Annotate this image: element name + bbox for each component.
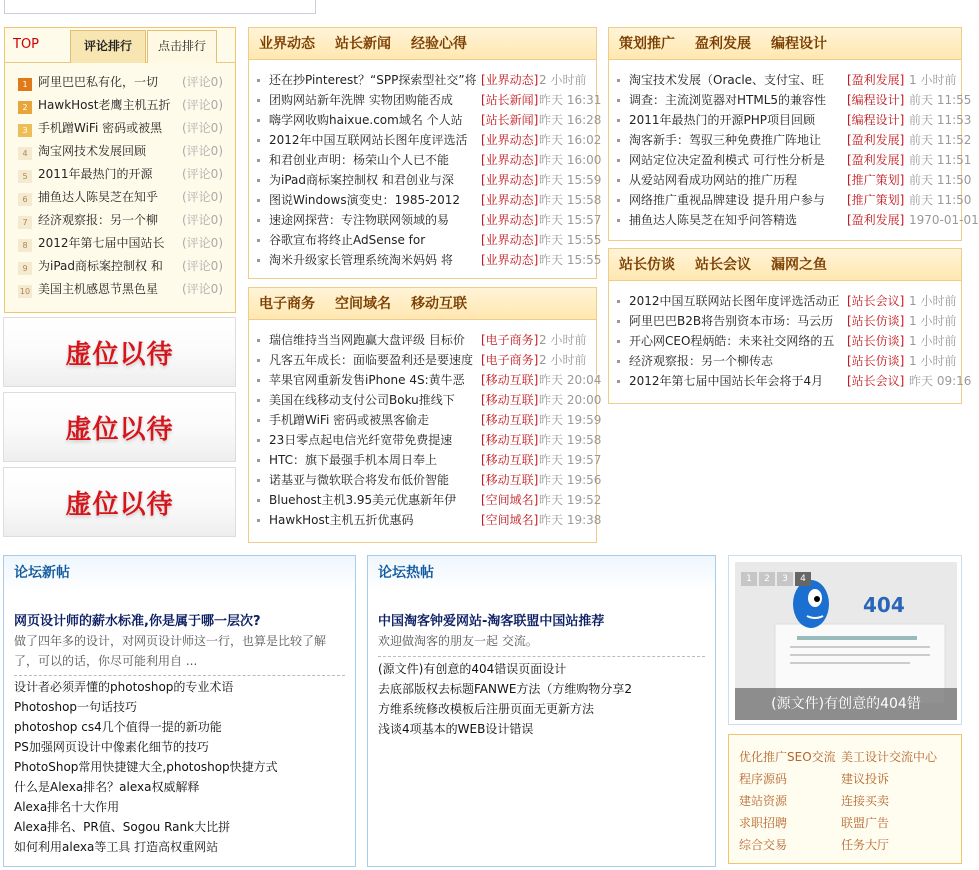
news-time: 前天 11:50 [909, 173, 972, 187]
forum-new-headline[interactable]: 网页设计师的薪水标准,你是属于哪一层次? [14, 614, 261, 629]
news-category[interactable]: [移动互联] [481, 473, 539, 487]
forum-new-title: 论坛新帖 [4, 556, 355, 592]
news-row[interactable] [617, 371, 972, 391]
news-row[interactable] [617, 110, 972, 130]
news-title[interactable]: HTC：旗下最强手机本周日奉上 [269, 453, 438, 467]
forum-thread-link[interactable]: 浅谈4项基本的WEB设计错误 [378, 722, 534, 736]
panel-tabs [609, 28, 961, 60]
panel-tab[interactable]: 漏网之鱼 [771, 257, 827, 273]
news-row[interactable] [257, 490, 602, 510]
news-title[interactable]: 网络推广重视品牌建设 提升用户参与 [629, 193, 825, 207]
news-time: 昨天 15:59 [539, 173, 602, 187]
divider [378, 656, 705, 657]
slide-404-text: 404 [863, 593, 905, 617]
news-category[interactable]: [编程设计] [847, 113, 905, 127]
news-title[interactable]: 捕鱼达人陈昊芝在知乎问答精选 [629, 213, 798, 227]
panel-tab[interactable]: 站长会议 [695, 257, 751, 273]
forum-new-desc: 做了四年多的设计，对网页设计师这一行，也算是比较了解了，可以的话，你尽可能利用自 ... [14, 634, 327, 668]
top-rank-item[interactable] [18, 232, 233, 255]
top-rank-title[interactable]: 为iPad商标案控制权 和 [38, 259, 163, 273]
news-category[interactable]: [移动互联] [481, 433, 539, 447]
rank-number: 10 [19, 287, 31, 296]
slide-page-4[interactable]: 4 [795, 572, 811, 586]
news-category[interactable]: [站长会议] [847, 294, 905, 308]
news-time: 前天 11:55 [909, 93, 972, 107]
news-category[interactable]: [业界动态] [481, 253, 539, 267]
news-row[interactable] [257, 390, 602, 410]
news-time: 昨天 19:57 [539, 453, 602, 467]
top-rank-item[interactable] [18, 71, 233, 94]
rank-number: 9 [18, 262, 32, 275]
news-time: 1 小时前 [909, 334, 957, 348]
forum-category-link[interactable]: 优化推广SEO交流 [739, 750, 836, 764]
rank-number: 4 [18, 147, 32, 160]
forum-hot-desc: 欢迎做淘客的朋友一起 交流。 [378, 634, 538, 648]
news-title[interactable]: 经济观察报：另一个柳传志 [629, 354, 774, 368]
news-row[interactable] [257, 350, 590, 370]
news-row[interactable] [257, 430, 602, 450]
news-row[interactable] [257, 450, 602, 470]
forum-category-link[interactable]: 建站资源 [739, 794, 788, 808]
ad-slot-3[interactable] [3, 467, 236, 537]
panel-tab[interactable]: 站长仿谈 [619, 257, 675, 273]
divider [14, 675, 345, 676]
news-row[interactable] [617, 311, 955, 331]
news-time: 昨天 16:31 [539, 93, 602, 107]
news-row[interactable] [257, 510, 602, 530]
news-row[interactable] [257, 170, 602, 190]
news-time: 昨天 09:16 [909, 374, 972, 388]
forum-category-link[interactable]: 任务大厅 [841, 838, 890, 852]
forum-thread-link[interactable]: Photoshop一句话技巧 [14, 700, 138, 714]
news-title[interactable]: HawkHost主机五折优惠码 [269, 513, 414, 527]
panel-tab[interactable]: 电子商务 [259, 296, 315, 312]
news-title[interactable]: 2012年中国互联网站长图年度评选活 [269, 133, 468, 147]
rank-number: 8 [18, 239, 32, 252]
forum-thread-link[interactable]: 什么是Alexa排名？alexa权威解释 [14, 780, 200, 794]
news-time: 昨天 19:59 [539, 413, 602, 427]
news-time: 昨天 19:56 [539, 473, 602, 487]
news-row[interactable] [257, 330, 590, 350]
news-row[interactable] [617, 210, 979, 230]
rank-number: 1 [18, 78, 32, 91]
news-time: 昨天 16:00 [539, 153, 602, 167]
news-time: 1970-01-01 [909, 213, 979, 227]
news-category[interactable]: [站长仿谈] [847, 334, 905, 348]
slide-page-3[interactable]: 3 [777, 572, 793, 586]
news-row[interactable] [617, 170, 972, 190]
news-row[interactable] [257, 130, 602, 150]
interview-news-panel [608, 248, 972, 404]
news-title[interactable]: 2011年最热门的开源PHP项目回顾 [629, 113, 816, 127]
news-time: 2 小时前 [539, 353, 587, 367]
news-title[interactable]: 23日零点起电信光纤宽带免费提速 [269, 433, 453, 447]
top-rank-comments: (评论0) [182, 75, 223, 89]
news-row[interactable] [257, 230, 602, 250]
news-time: 昨天 20:00 [539, 393, 602, 407]
news-category[interactable]: [站长会议] [847, 374, 905, 388]
news-time: 昨天 15:55 [539, 253, 602, 267]
news-time: 1 小时前 [909, 294, 957, 308]
news-category[interactable]: [盈利发展] [847, 213, 905, 227]
news-row[interactable] [617, 70, 955, 90]
news-category[interactable]: [空间域名] [481, 493, 539, 507]
news-title[interactable]: 谷歌宣布将终止AdSense for [269, 233, 426, 247]
forum-category-links [728, 734, 962, 864]
news-title[interactable]: 开心网CEO程炳皓：未来社交网络的五 [629, 334, 835, 348]
forum-thread-link[interactable]: Alexa排名、PR值、Sogou Rank大比拼 [14, 820, 231, 834]
top-rank-title[interactable]: 美国主机感恩节黑色星 [38, 282, 159, 296]
panel-tab[interactable]: 编程设计 [771, 36, 827, 52]
news-title[interactable]: 2012年第七届中国站长年会将于4月 [629, 374, 824, 388]
panel-tab[interactable]: 业界动态 [259, 36, 315, 52]
rank-number: 3 [18, 124, 32, 137]
forum-category-link[interactable]: 程序源码 [739, 772, 788, 786]
slideshow[interactable] [728, 555, 962, 725]
news-category[interactable]: [电子商务] [481, 333, 539, 347]
news-row[interactable] [257, 70, 590, 90]
ad-text: 虚位以待 [65, 415, 174, 445]
news-time: 前天 11:52 [909, 133, 972, 147]
forum-category-link[interactable]: 综合交易 [739, 838, 788, 852]
news-category[interactable]: [推广策划] [847, 193, 905, 207]
top-rank-comments: (评论0) [182, 167, 223, 181]
top-rank-item[interactable] [18, 255, 233, 278]
top-rank-item[interactable] [18, 278, 233, 301]
forum-new-panel [3, 555, 356, 867]
news-category[interactable]: [站长仿谈] [847, 354, 905, 368]
news-category[interactable]: [移动互联] [481, 453, 539, 467]
news-category[interactable]: [推广策划] [847, 173, 905, 187]
forum-thread-link[interactable]: 去底部版权去标题FANWE方法（方维购物分享2 [378, 682, 633, 696]
news-title[interactable]: 还在抄Pinterest？“SPP探索型社交”将 [269, 73, 477, 87]
news-title[interactable]: 诺基亚与微软联合将发布低价智能 [269, 473, 450, 487]
news-category[interactable]: [空间域名] [481, 513, 539, 527]
news-row[interactable] [257, 370, 602, 390]
news-category[interactable]: [电子商务] [481, 353, 539, 367]
rank-number: 5 [18, 170, 32, 183]
top-rank-title[interactable]: 淘宝网技术发展回顾 [38, 144, 147, 158]
top-rank-title[interactable]: HawkHost老鹰主机五折 [38, 98, 171, 112]
panel-tab[interactable]: 策划推广 [619, 36, 675, 52]
panel-tabs [249, 28, 596, 60]
news-time: 1 小时前 [909, 314, 957, 328]
news-time: 昨天 19:38 [539, 513, 602, 527]
rank-number: 6 [18, 193, 32, 206]
forum-thread-link[interactable]: 设计者必须弄懂的photoshop的专业术语 [14, 680, 234, 694]
forum-hot-panel [367, 555, 716, 867]
panel-tabs [249, 288, 596, 320]
slide-page-1[interactable]: 1 [741, 572, 757, 586]
news-title[interactable]: 和君创业声明：杨荣山个人已不能 [269, 153, 450, 167]
planning-news-panel [608, 27, 979, 241]
slide-pager [741, 570, 813, 586]
news-row[interactable] [617, 351, 955, 371]
forum-thread-link[interactable]: PhotoShop常用快捷键大全,photoshop快捷方式 [14, 760, 278, 774]
news-category[interactable]: [移动互联] [481, 373, 539, 387]
top-rank-title[interactable]: 捕鱼达人陈昊芝在知乎 [38, 190, 159, 204]
top-ranking-panel [4, 27, 236, 313]
news-title[interactable]: 图说Windows演变史：1985-2012 [269, 193, 460, 207]
top-rank-item[interactable] [18, 163, 233, 186]
news-category[interactable]: [站长新闻] [481, 113, 539, 127]
news-row[interactable] [617, 291, 955, 311]
news-row[interactable] [257, 90, 602, 110]
news-row[interactable] [257, 410, 602, 430]
news-category[interactable]: [移动互联] [481, 413, 539, 427]
top-rank-item[interactable] [18, 186, 233, 209]
news-time: 昨天 15:58 [539, 193, 602, 207]
top-rank-item[interactable] [18, 117, 233, 140]
news-title[interactable]: 阿里巴巴B2B将告别资本市场：马云历 [629, 314, 834, 328]
forum-thread-link[interactable]: 如何利用alexa等工具 打造高权重网站 [14, 840, 219, 854]
news-title[interactable]: 从爱站网看成功网站的推广历程 [629, 173, 798, 187]
top-rank-comments: (评论0) [182, 259, 223, 273]
panel-tab[interactable]: 经验心得 [411, 36, 467, 52]
news-row[interactable] [617, 331, 955, 351]
forum-category-link[interactable]: 连接买卖 [841, 794, 890, 808]
ecommerce-news-panel [248, 287, 602, 543]
news-title[interactable]: 淘米升级家长管理系统淘米妈妈 将 [269, 253, 453, 267]
news-time: 前天 11:53 [909, 113, 972, 127]
top-rank-comments: (评论0) [182, 121, 223, 135]
news-title[interactable]: 为iPad商标案控制权 和君创业与深 [269, 173, 454, 187]
news-category[interactable]: [盈利发展] [847, 153, 905, 167]
top-rank-item[interactable] [18, 140, 233, 163]
slide-image[interactable] [735, 562, 957, 720]
news-time: 前天 11:51 [909, 153, 972, 167]
news-title[interactable]: 调查：主流浏览器对HTML5的兼容性 [629, 93, 827, 107]
news-row[interactable] [617, 130, 972, 150]
news-title[interactable]: 网站定位决定盈利模式 可行性分析是 [629, 153, 825, 167]
top-rank-title[interactable]: 手机蹭WiFi 密码或被黑 [38, 121, 163, 135]
news-title[interactable]: 淘客新手：驾驭三种免费推广阵地让 [629, 133, 822, 147]
news-title[interactable]: Bluehost主机3.95美元优惠新年伊 [269, 493, 457, 507]
news-row[interactable] [257, 150, 602, 170]
top-rank-title[interactable]: 阿里巴巴私有化，一切 [38, 75, 159, 89]
panel-tab[interactable]: 盈利发展 [695, 36, 751, 52]
forum-category-link[interactable]: 联盟广告 [841, 816, 890, 830]
news-category[interactable]: [业界动态] [481, 213, 539, 227]
news-category[interactable]: [业界动态] [481, 73, 539, 87]
forum-category-link[interactable]: 求职招聘 [739, 816, 788, 830]
top-rank-title[interactable]: 2012年第七届中国站长 [38, 236, 165, 250]
panel-tabs [609, 249, 961, 281]
top-rank-title[interactable]: 2011年最热门的开源 [38, 167, 153, 181]
news-category[interactable]: [盈利发展] [847, 73, 905, 87]
industry-news-panel [248, 27, 602, 279]
news-title[interactable]: 苹果官网重新发售iPhone 4S:黄牛恶 [269, 373, 465, 387]
top-rank-comments: (评论0) [182, 144, 223, 158]
news-time: 1 小时前 [909, 354, 957, 368]
news-category[interactable]: [业界动态] [481, 173, 539, 187]
news-time: 昨天 19:58 [539, 433, 602, 447]
forum-category-link[interactable]: 建议投诉 [841, 772, 890, 786]
news-title[interactable]: 2012中国互联网站长图年度评选活动正 [629, 294, 840, 308]
news-title[interactable]: 美国在线移动支付公司Boku推线下 [269, 393, 455, 407]
news-row[interactable] [257, 470, 602, 490]
top-rank-comments: (评论0) [182, 236, 223, 250]
tab-click-rank[interactable]: 点击排行 [147, 30, 217, 63]
news-category[interactable]: [移动互联] [481, 393, 539, 407]
news-title[interactable]: 速途网探营：专注物联网领域的易 [269, 213, 450, 227]
slide-page-2[interactable]: 2 [759, 572, 775, 586]
ad-text: 虚位以待 [65, 340, 174, 370]
news-row[interactable] [257, 110, 602, 130]
ad-slot-2[interactable] [3, 392, 236, 462]
news-time: 昨天 20:04 [539, 373, 602, 387]
forum-thread-link[interactable]: PS加强网页设计中像素化细节的技巧 [14, 740, 209, 754]
news-time: 2 小时前 [539, 333, 587, 347]
top-rank-comments: (评论0) [182, 190, 223, 204]
news-time: 2 小时前 [539, 73, 587, 87]
tab-comment-rank[interactable]: 评论排行 [70, 30, 146, 63]
top-strip [4, 0, 316, 14]
news-time: 昨天 16:02 [539, 133, 602, 147]
forum-hot-headline[interactable]: 中国淘客钟爱网站-淘客联盟中国站推荐 [378, 614, 605, 629]
forum-thread-link[interactable]: (源文件)有创意的404错误页面设计 [378, 662, 567, 676]
top-ranking-tabs [5, 28, 235, 63]
news-time: 昨天 15:57 [539, 213, 602, 227]
ad-text: 虚位以待 [65, 490, 174, 520]
top-rank-comments: (评论0) [182, 98, 223, 112]
news-row[interactable] [257, 250, 602, 270]
news-row[interactable] [617, 150, 972, 170]
rank-number: 2 [18, 101, 32, 114]
news-time: 昨天 15:55 [539, 233, 602, 247]
panel-tab[interactable]: 站长新闻 [335, 36, 391, 52]
forum-thread-link[interactable]: Alexa排名十大作用 [14, 800, 120, 814]
panel-tab[interactable]: 移动互联 [411, 296, 467, 312]
top-title: TOP [13, 37, 40, 52]
top-rank-comments: (评论0) [182, 282, 223, 296]
news-title[interactable]: 手机蹭WiFi 密码或被黑客偷走 [269, 413, 430, 427]
news-category[interactable]: [业界动态] [481, 233, 539, 247]
ad-slot-1[interactable] [3, 317, 236, 387]
news-category[interactable]: [业界动态] [481, 133, 539, 147]
news-row[interactable] [257, 210, 602, 230]
forum-hot-title: 论坛热帖 [368, 556, 715, 592]
news-time: 昨天 19:52 [539, 493, 602, 507]
news-row[interactable] [617, 90, 972, 110]
forum-category-link[interactable]: 美工设计交流中心 [841, 750, 938, 764]
news-time: 1 小时前 [909, 73, 957, 87]
news-row[interactable] [257, 190, 602, 210]
news-category[interactable]: [盈利发展] [847, 133, 905, 147]
news-category[interactable]: [站长新闻] [481, 93, 539, 107]
top-rank-item[interactable] [18, 209, 233, 232]
top-rank-item[interactable] [18, 94, 233, 117]
rank-number: 7 [18, 216, 32, 229]
news-title[interactable]: 淘宝技术发展（Oracle、支付宝、旺 [629, 73, 825, 87]
forum-thread-link[interactable]: 方维系统修改模板后注册页面无更新方法 [378, 702, 595, 716]
news-title[interactable]: 嗨学网收购haixue.com域名 个人站 [269, 113, 463, 127]
news-category[interactable]: [业界动态] [481, 193, 539, 207]
news-time: 前天 11:50 [909, 193, 972, 207]
news-title[interactable]: 凡客五年成长：面临要盈利还是要速度 [269, 353, 474, 367]
news-category[interactable]: [编程设计] [847, 93, 905, 107]
panel-tab[interactable]: 空间域名 [335, 296, 391, 312]
news-title[interactable]: 团购网站新年洗牌 实物团购能否成 [269, 93, 453, 107]
news-title[interactable]: 瑞信维持当当网跑赢大盘评级 目标价 [269, 333, 465, 347]
news-row[interactable] [617, 190, 972, 210]
top-rank-comments: (评论0) [182, 213, 223, 227]
forum-thread-link[interactable]: photoshop cs4几个值得一提的新功能 [14, 720, 222, 734]
top-rank-title[interactable]: 经济观察报：另一个柳 [38, 213, 159, 227]
slide-caption[interactable]: (源文件)有创意的404错 [735, 688, 957, 720]
news-category[interactable]: [站长仿谈] [847, 314, 905, 328]
news-time: 昨天 16:28 [539, 113, 602, 127]
news-category[interactable]: [业界动态] [481, 153, 539, 167]
